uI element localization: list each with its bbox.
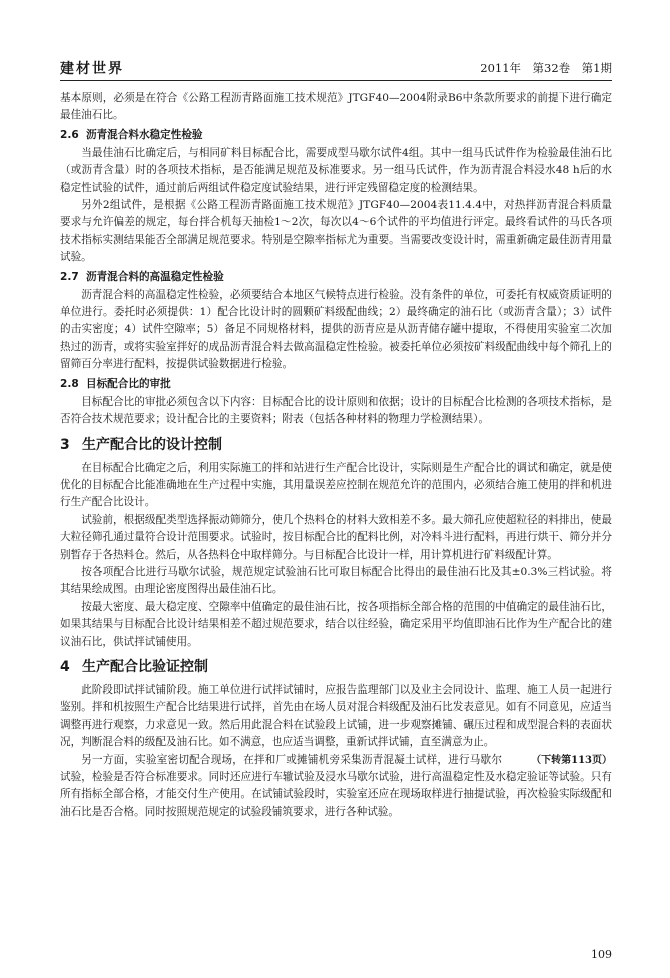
section-heading-2-8 bbox=[60, 376, 612, 393]
paragraph-text: 另一方面，实验室密切配合现场，在拌和厂或摊铺机旁采集沥青混凝土试样，进行马歇尔试验，检验是否符合标准要求。同时还应进行车辙试验及浸水马歇尔试验，进行高温稳定性及水稳定验证等试验。只有所有指标全部合格，才能交付生产使用。在试铺试验段时，实验室还应在现场取样进行抽提试验，再次检验实际级配和油石比是否合格。同时按照规范规定的试验段铺筑要求，进行各种试验。 bbox=[60, 753, 612, 818]
section-heading-3 bbox=[60, 434, 612, 456]
section-heading-2-7 bbox=[60, 269, 612, 286]
section-title: 目标配合比的审批 bbox=[86, 377, 171, 390]
issue-info: 2011年 第32卷 第1期 bbox=[480, 61, 612, 75]
section-number: 3 bbox=[60, 436, 70, 453]
page-number: 109 bbox=[591, 948, 612, 961]
paragraph: 按最大密度、最大稳定度、空隙率中值确定的最佳油石比，按各项指标全部合格的范围的中值确定的最佳油石比，如果其结果与目标配合比设计结果相差不超过规范要求，结合以往经验，确定采用平均值即油石比作为生产配合比的建议油石比，供试拌试铺使用。 bbox=[60, 600, 612, 648]
section-title: 沥青混合料水稳定性检验 bbox=[86, 128, 203, 141]
section-title: 生产配合比的设计控制 bbox=[82, 436, 222, 453]
journal-name: 建材世界 bbox=[60, 61, 124, 77]
paragraph: 在目标配合比确定之后，利用实际施工的拌和站进行生产配合比设计，实际则是生产配合比的调试和确定，就是使优化的目标配合比能准确地在生产过程中实施，其用量误差应控制在规范允许的范围内，必须结合施工使用的拌和机进行生产配合比设计。 bbox=[60, 461, 612, 509]
header-rule bbox=[60, 80, 612, 81]
paragraph: 当最佳油石比确定后，与相同矿料目标配合比，需要成型马歇尔试件4组。其中一组马氏试件作为检验最佳油石比（或沥青含量）时的各项技术指标，是否能满足规范及标准要求。另一组马氏试件，作为沥青混合料浸水48 h后的水稳定性试验的试件，通过前后两组试件稳定度试验结果，进行评定残留稳定度的检测结果。 bbox=[60, 146, 612, 194]
paragraph: 基本原则，必须是在符合《公路工程沥青路面施工技术规范》JTGF40—2004附录B6中条款所要求的前提下进行确定最佳油石比。 bbox=[60, 92, 612, 122]
paragraph: 另外2组试件，是根据《公路工程沥青路面施工技术规范》JTGF40—2004表11.4.4中，对热拌沥青混合料质量要求与允许偏差的规定，每台拌合机每天抽检1～2次，每次以4～6个试件的平均值进行评定。最终看试件的马氏各项技术指标实测结果能否全部满足规范要求。特别是空隙率指标尤为重要。当需要改变设计时，需重新确定最佳沥青用量试验。 bbox=[60, 199, 612, 264]
paragraph: 沥青混合料的高温稳定性检验，必须要结合本地区气候特点进行检验。没有条件的单位，可委托有权威资质证明的单位进行。委托时必须提供：1）配合比设计时的圆颗矿料级配曲线；2）最终确定的油石比（或沥青含量）；3）试件的击实密度；4）试件空隙率；5）备足不同规格材料，提供的沥青应是从沥青储存罐中提取，不得使用实验室二次加热过的沥青，或将实验室拌好的成品沥青混合料去做高温稳定性检验。被委托单位必须按矿料级配曲线中每个筛孔上的留筛百分率进行配料，按提供试验数据进行检验。 bbox=[60, 288, 612, 371]
section-title: 生产配合比验证控制 bbox=[82, 658, 208, 675]
section-title: 沥青混合料的高温稳定性检验 bbox=[86, 270, 224, 283]
continued-note: （下转第113页） bbox=[531, 754, 612, 766]
section-number: 4 bbox=[60, 658, 70, 675]
article-body bbox=[60, 90, 612, 821]
section-number: 2.6 bbox=[60, 128, 79, 141]
paragraph: 此阶段即试拌试铺阶段。施工单位进行试拌试铺时，应报告监理部门以及业主会同设计、监理、施工人员一起进行鉴别。拌和机按照生产配合比结果进行试拌，首先由在场人员对混合料级配及油石比发表意见。如有不同意见，应适当调整再进行观察，力求意见一致。然后用此混合料在试验段上试铺，进一步观察摊铺、碾压过程和成型混合料的表面状况，判断混合料的级配及油石比。如不满意，也应适当调整，重新试拌试铺，直至满意为止。 bbox=[60, 683, 612, 749]
section-heading-2-6 bbox=[60, 127, 612, 144]
paragraph: 按各项配合比进行马歇尔试验，规范规定试验油石比可取目标配合比得出的最佳油石比及其±0.3%三档试验。将其结果绘成图。由理论密度图得出最佳油石比。 bbox=[60, 565, 612, 596]
paragraph: 目标配合比的审批必须包含以下内容：目标配合比的设计原则和依据；设计的目标配合比检测的各项技术指标，是否符合技术规范要求；设计配合比的主要资料；附表（包括各种材料的物理力学检测结果）。 bbox=[60, 395, 612, 426]
running-header bbox=[60, 58, 612, 78]
paragraph: 试验前，根据级配类型选择振动筛筛分，使几个热料仓的材料大致相差不多。最大筛孔应使超粒径的料排出，使最大粒径筛孔通过量符合设计范围要求。试验时，按目标配合比的配料比例，对冷料斗进行配料，再进行烘干、筛分并分别暂存于各热料仓。然后，从各热料仓中取样筛分。与目标配合比设计一样，用计算机进行矿料级配计算。 bbox=[60, 513, 612, 561]
section-number: 2.8 bbox=[60, 377, 79, 390]
section-number: 2.7 bbox=[60, 270, 79, 283]
paragraph-last bbox=[60, 752, 612, 822]
section-heading-4 bbox=[60, 656, 612, 678]
